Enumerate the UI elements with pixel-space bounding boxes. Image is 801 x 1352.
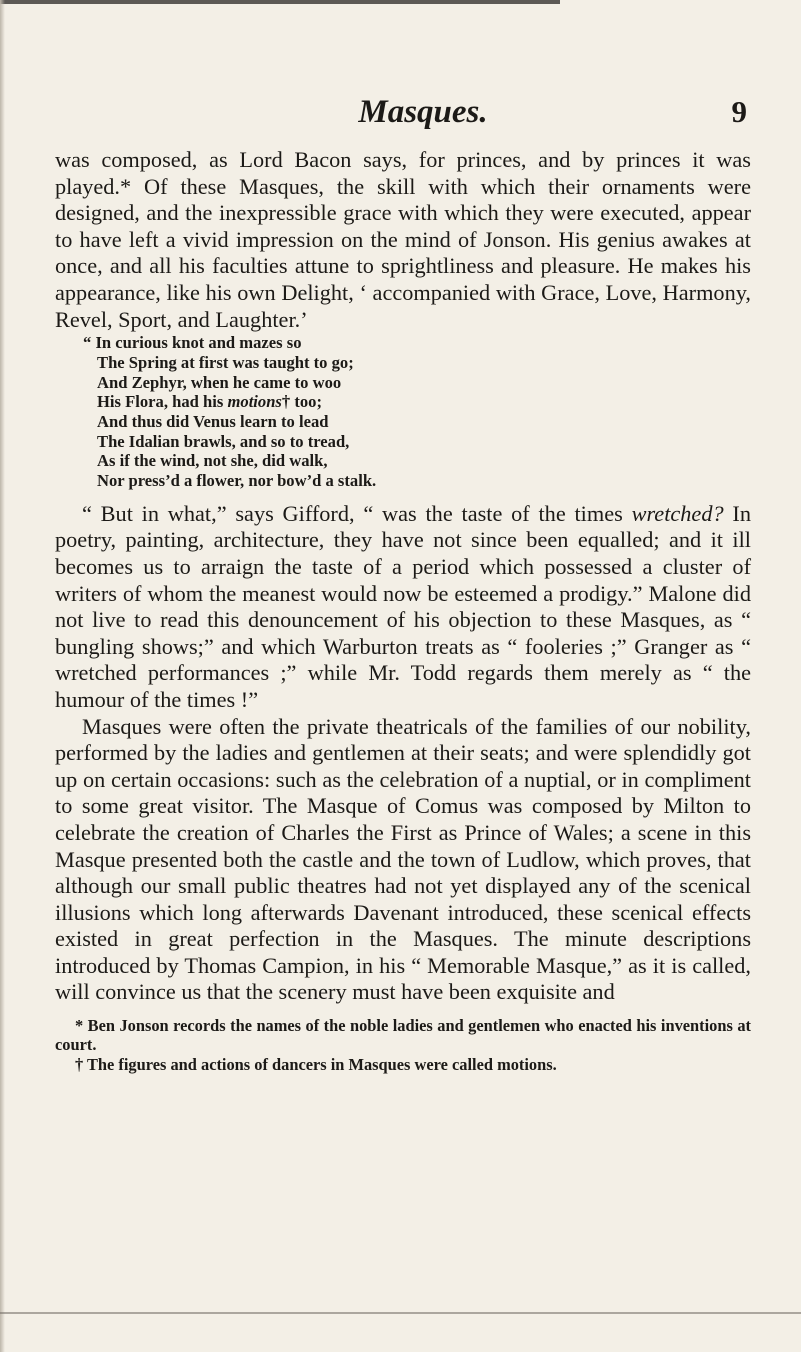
paragraph-3: Masques were often the private theatricals of the families of our nobility, performed by the ladies and gentlemen at their seats; and were splendidly got up on certain occasions: such as the celebration of a nuptial, or in compliment to some great visitor. The Masque of Comus was composed by Milton to celebrate the creation of Charles the First as Prince of Wales; a scene in this Masque presented both the castle and the town of Ludlow, which proves, that although our small public theatres had not yet displayed any of the scenical illusions which long afterwards Davenant introduced, these scenical effects existed in great perfection in the Masques. The minute descriptions introduced by Thomas Campion, in his “ Memorable Masque,” as it is called, will convince us that the scenery must have been exquisite and — [55, 713, 751, 1005]
paragraph-2-start: “ But in what,” says Gifford, “ was the taste of the times — [82, 500, 632, 526]
verse-line-8: Nor press’d a flower, nor bow’d a stalk. — [97, 471, 377, 491]
main-text — [55, 147, 751, 1074]
verse-line-4-start: His Flora, had his — [97, 392, 228, 412]
verse-line-4-italic: motions — [227, 392, 282, 412]
verse-quotation — [83, 333, 751, 491]
paragraph-1: was composed, as Lord Bacon says, for princes, and by princes it was played.* Of these Masques, the skill with which their ornaments were designed, and the inexpressible grace with which they were executed, appear to have left a vivid impression on the mind of Jonson. His genius awakes at once, and all his faculties attune to sprightliness and pleasure. He makes his appearance, like his own Delight, ‘ accompanied with Grace, Love, Harmony, Revel, Sport, and Laughter.’ — [55, 147, 751, 332]
paragraph-2-end: In poetry, painting, architecture, they have not since been equalled; and it ill becomes us to arraign the taste of a period which possessed a cluster of writers of whom the meanest would now be esteemed a prodigy.” Malone did not live to read this denouncement of his objection to these Masques, as “ bungling shows;” and which Warburton treats as “ fooleries ;” Granger as “ wretched performances ;” while Mr. Todd regards them merely as “ the humour of the times !” — [55, 500, 751, 712]
verse-line-4 — [83, 392, 751, 412]
verse-line-7: As if the wind, not she, did walk, — [97, 451, 328, 471]
verse-line-2: The Spring at first was taught to go; — [97, 352, 354, 372]
page-header — [55, 94, 751, 138]
footnote-1: * Ben Jonson records the names of the noble ladies and gentlemen who enacted his inventions at court. — [55, 1016, 751, 1055]
verse-line-4-end: † too; — [281, 392, 322, 412]
page-number: 9 — [731, 94, 747, 129]
page-gutter-shadow — [0, 0, 5, 1352]
paragraph-2 — [55, 501, 751, 714]
bottom-edge-rule — [0, 1312, 801, 1314]
verse-line-5: And thus did Venus learn to lead — [97, 411, 329, 431]
footnote-2: † The figures and actions of dancers in Masques were called motions. — [75, 1054, 557, 1074]
running-title: Masques. — [358, 94, 488, 130]
verse-line-3: And Zephyr, when he came to woo — [97, 372, 342, 392]
verse-line-6: The Idalian brawls, and so to tread, — [97, 431, 350, 451]
verse-line-1: “ In curious knot and mazes so — [83, 333, 302, 353]
footnotes — [55, 1016, 751, 1074]
paragraph-2-italic: wretched? — [631, 500, 724, 526]
top-edge-rule — [0, 0, 560, 4]
